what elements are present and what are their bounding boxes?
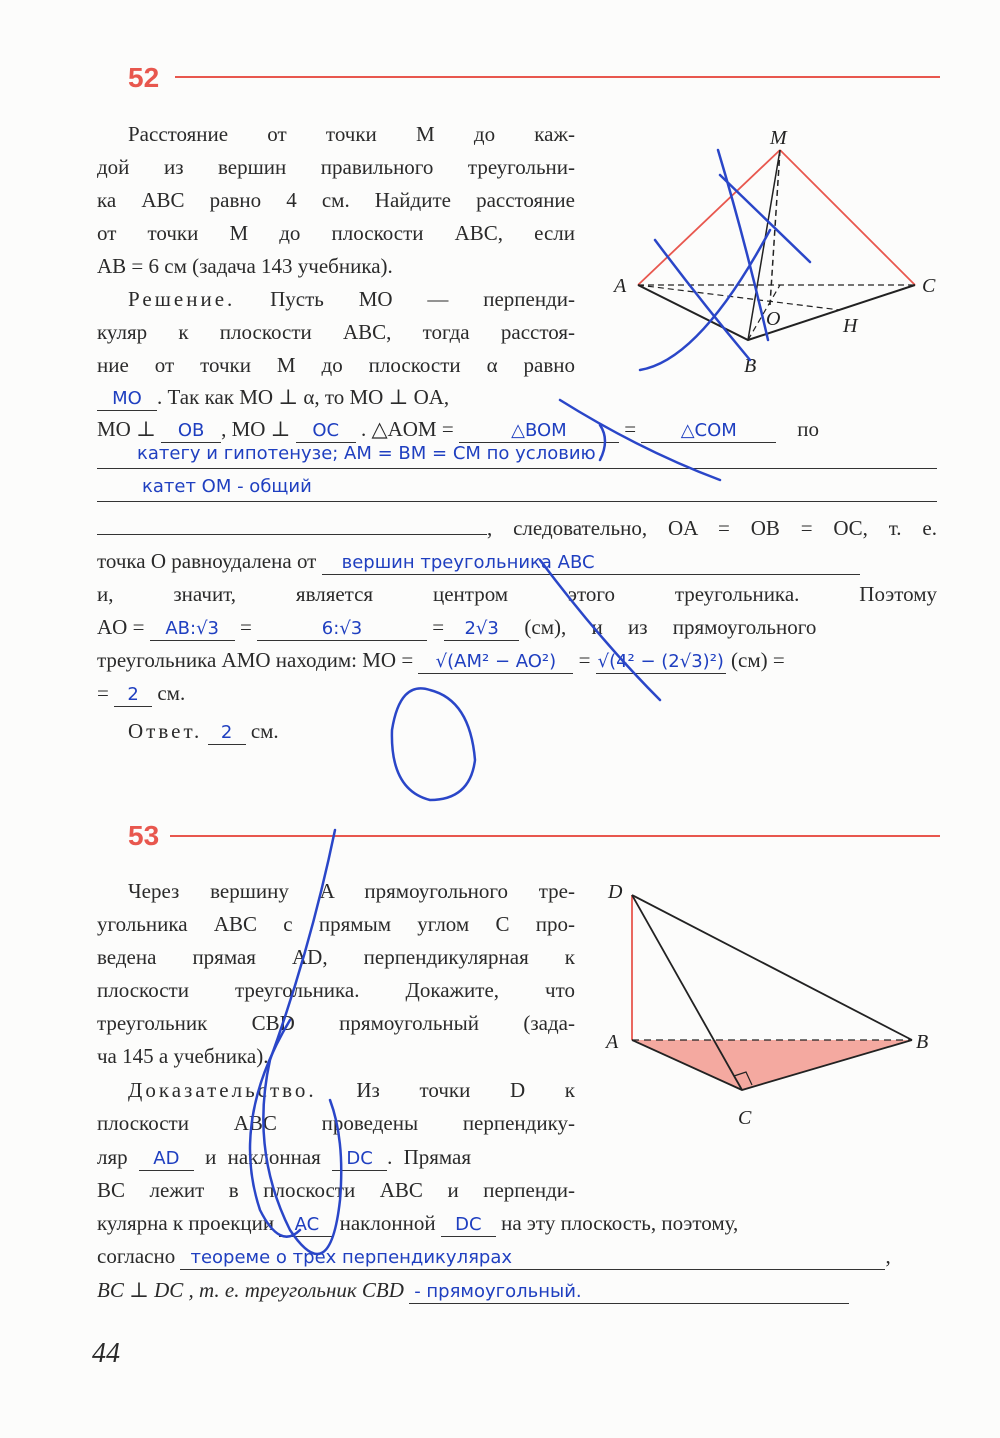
text: (см) = bbox=[731, 648, 785, 672]
label-o: O bbox=[766, 308, 781, 330]
text: , следовательно, OA = OB = OC, т. е. bbox=[487, 516, 937, 540]
edge-db bbox=[632, 895, 912, 1040]
answer-label: Ответ. bbox=[128, 719, 203, 743]
p52-line-13 bbox=[97, 515, 937, 541]
p52-line-1: Расстояние от точки M до каж- bbox=[128, 122, 575, 146]
text: . Так как MO ⊥ α, то MO ⊥ OA, bbox=[157, 385, 450, 409]
answer-field[interactable]: OC bbox=[296, 420, 356, 443]
proof-label: Доказательство. bbox=[128, 1078, 317, 1102]
p53-line-11 bbox=[97, 1210, 942, 1236]
text: точка O равноудалена от bbox=[97, 549, 317, 573]
p53-line-13 bbox=[97, 1277, 942, 1303]
answer-field[interactable] bbox=[97, 534, 487, 535]
text: = bbox=[624, 417, 637, 441]
p52-line-7: куляр к плоскости ABC, тогда расстоя- bbox=[97, 320, 575, 344]
text: (см), и из прямоугольного bbox=[524, 615, 817, 639]
edge-mc bbox=[780, 150, 915, 285]
text: , MO ⊥ bbox=[221, 417, 291, 441]
label-b: B bbox=[916, 1031, 929, 1053]
text: AO = bbox=[97, 615, 145, 639]
triangle-figure bbox=[600, 870, 940, 1130]
p52-line-5: AB = 6 см (задача 143 учебника). bbox=[97, 254, 393, 278]
scribble-ellipse bbox=[392, 688, 475, 800]
text: = bbox=[578, 648, 591, 672]
p53-line-4: плоскости треугольника. Докажите, что bbox=[97, 978, 575, 1002]
label-a: A bbox=[606, 1031, 619, 1053]
p52-line-4: от точки M до плоскости ABC, если bbox=[97, 221, 575, 245]
text: = bbox=[97, 681, 109, 705]
answer-field[interactable]: теореме о трех перпендикулярах bbox=[180, 1247, 885, 1270]
answer-field[interactable]: √(AM² − AO²) bbox=[418, 651, 573, 674]
text: см. bbox=[250, 719, 279, 743]
label-d: D bbox=[608, 881, 623, 903]
answer-field[interactable]: DC bbox=[441, 1214, 496, 1237]
label-h: H bbox=[843, 315, 858, 337]
answer-field[interactable]: AD bbox=[139, 1148, 194, 1171]
p52-line-3: ка ABC равно 4 см. Найдите расстояние bbox=[97, 188, 575, 212]
text: треугольника AMO находим: MO = bbox=[97, 648, 414, 672]
text: и наклонная bbox=[205, 1145, 321, 1169]
p52-line-8: ние от точки M до плоскости α равно bbox=[97, 353, 575, 377]
answer-field[interactable]: - прямоугольный. bbox=[409, 1281, 849, 1304]
answer-field[interactable]: 2√3 bbox=[444, 618, 519, 641]
base-triangle-shade bbox=[632, 1040, 912, 1090]
section-divider bbox=[175, 76, 940, 78]
answer-field[interactable]: △BOM bbox=[459, 420, 619, 443]
p52-line-16 bbox=[97, 614, 937, 640]
section-divider bbox=[170, 835, 940, 837]
text: , bbox=[885, 1244, 891, 1268]
p52-solution-line bbox=[128, 286, 575, 312]
answer-field[interactable]: OB bbox=[161, 420, 221, 443]
text: MO ⊥ bbox=[97, 417, 156, 441]
p53-proof-line bbox=[128, 1077, 575, 1103]
p53-line-2: угольника ABC с прямым углом C про- bbox=[97, 912, 575, 936]
page-number: 44 bbox=[92, 1338, 120, 1369]
answer-field[interactable]: √(4² − (2√3)²) bbox=[597, 651, 724, 672]
text: . Прямая bbox=[387, 1145, 472, 1169]
p52-line-9 bbox=[97, 384, 575, 410]
text: . △AOM = bbox=[360, 417, 454, 441]
answer-field[interactable]: вершин треугольника ABC bbox=[322, 552, 860, 575]
answer-field[interactable]: MO bbox=[97, 388, 157, 411]
answer-field[interactable]: AC bbox=[279, 1214, 334, 1237]
text: кулярна к проекции bbox=[97, 1211, 275, 1235]
label-c: C bbox=[922, 275, 936, 297]
p52-line-6: Пусть MO — перпенди- bbox=[270, 287, 575, 311]
label-c: C bbox=[738, 1107, 752, 1129]
p52-line-14 bbox=[97, 548, 937, 574]
p52-line-2: дой из вершин правильного треугольни- bbox=[97, 155, 575, 179]
text: см. bbox=[157, 681, 186, 705]
answer-field[interactable]: 2 bbox=[114, 684, 152, 707]
label-b: B bbox=[744, 355, 757, 377]
height-mo bbox=[770, 150, 780, 305]
p53-line-5: треугольник CBD прямоугольный (зада- bbox=[97, 1011, 575, 1035]
p53-line-6: ча 145 а учебника). bbox=[97, 1044, 269, 1068]
p53-line-8: плоскости ABC проведены перпендику- bbox=[97, 1111, 575, 1135]
p52-answer-line bbox=[128, 718, 428, 744]
problem-number-52: 52 bbox=[128, 62, 160, 93]
p53-line-9 bbox=[97, 1144, 575, 1170]
text: = bbox=[432, 615, 445, 639]
p52-line-18 bbox=[97, 680, 397, 706]
p53-line-3: ведена прямая AD, перпендикулярная к bbox=[97, 945, 575, 969]
answer-field[interactable]: катет OM - общий bbox=[97, 476, 937, 502]
text: на эту плоскость, поэтому, bbox=[501, 1211, 739, 1235]
text: наклонной bbox=[339, 1211, 436, 1235]
p53-line-12 bbox=[97, 1243, 942, 1269]
p52-line-15: и, значит, является центром этого треугольника. Поэтому bbox=[97, 582, 937, 606]
text: по bbox=[797, 417, 820, 441]
edge-ma bbox=[638, 150, 780, 285]
median-ah bbox=[638, 285, 840, 310]
answer-field[interactable]: категу и гипотенузе; AM = BM = CM по условию bbox=[97, 443, 937, 469]
label-m: M bbox=[770, 127, 787, 149]
label-a: A bbox=[614, 275, 627, 297]
answer-field[interactable]: DC bbox=[332, 1148, 387, 1171]
text: Из точки D к bbox=[356, 1078, 575, 1102]
p52-line-10 bbox=[97, 416, 942, 442]
pyramid-figure bbox=[600, 120, 960, 380]
text: BC ⊥ DC , т. е. треугольник CBD bbox=[97, 1278, 404, 1302]
p53-line-10: BC лежит в плоскости ABC и перпенди- bbox=[97, 1178, 575, 1202]
p52-line-17 bbox=[97, 647, 937, 673]
solution-label: Решение. bbox=[128, 287, 236, 311]
answer-field[interactable]: 6:√3 bbox=[257, 618, 427, 641]
text: ляр bbox=[97, 1145, 128, 1169]
answer-field[interactable]: AB:√3 bbox=[150, 618, 235, 641]
answer-field[interactable]: 2 bbox=[208, 722, 246, 745]
p53-line-1: Через вершину A прямоугольного тре- bbox=[128, 879, 575, 903]
text: = bbox=[239, 615, 252, 639]
problem-number-53: 53 bbox=[128, 820, 160, 851]
answer-field[interactable]: △COM bbox=[641, 420, 776, 443]
text: согласно bbox=[97, 1244, 176, 1268]
